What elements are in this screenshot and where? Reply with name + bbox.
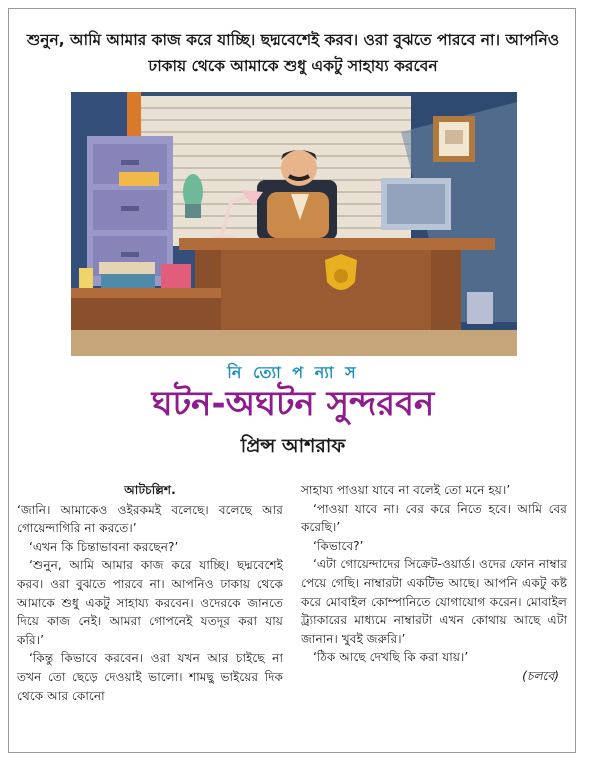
- paragraph: ‘এখন কি চিন্তাভাবনা করছেন?’: [29, 539, 179, 554]
- text-column-right: [301, 481, 567, 686]
- author-name: প্রিন্স আশরাফ: [240, 435, 346, 457]
- article-illustration: [71, 92, 517, 356]
- police-badge-icon: [325, 254, 357, 290]
- paragraph: ‘শুনুন, আমি আমার কাজ করে যাচ্ছি। ছদ্মবেশেই করব। ওরা বুঝতে পারবে না। আপনিও ঢাকায় থেকে আমাকে শুধু একটু সাহায্য করবেন। ওদেরকে জানতে দিয়ে কাজ নেই। আমরা গোপনেই যতদূর করা যায় করি।’: [17, 558, 283, 647]
- article-frame: [8, 8, 576, 753]
- paragraph: ‘জানি। আমাকেও ওইরকমই বলেছে। বলেছে আর গোয়েন্দাগিরি না করতে।’: [17, 502, 283, 536]
- paragraph: সাহায্য পাওয়া যাবে না বলেই তো মনে হয়।’: [301, 483, 511, 497]
- paragraph: ‘এটা গোয়েন্দাদের সিক্রেট-ওয়ার্ড। ওদের ফোন নাম্বার পেয়ে গেছি। নাম্বারটা একটিভ আছে। আপনি একটু কষ্ট করে মোবাইল কোম্পানিতে যোগাযোগ করেন। মোবাইল ট্র্যাকারের মাধ্যমে নাম্বারটা এখন কোথায় আছে এটা জানান। খুবই জরুরি।’: [301, 557, 567, 646]
- to-be-continued: (চলবে): [522, 668, 559, 683]
- paragraph: ‘কিন্তু কিভাবে করবেন। ওরা যখন আর চাইছে না তখন তো ছেড়ে দেওয়াই ভালো। শামছু ভাইয়ের দিক থেকে আর কোনো: [17, 651, 283, 703]
- paragraph: ‘পাওয়া যাবে না। বের করে নিতে হবে। আমি বের করেছি।’: [301, 501, 567, 535]
- chapter-number: আটচল্লিশ.: [124, 483, 176, 497]
- paragraph: ‘কিভাবে?’: [313, 538, 364, 553]
- framed-certificate-icon: [433, 116, 475, 162]
- paragraph: ‘ঠিক আছে দেখছি কি করা যায়।’: [313, 650, 469, 665]
- series-label: নি ত্যো প ন্যা স: [227, 363, 359, 382]
- teaser-quote: শুনুন, আমি আমার কাজ করে যাচ্ছি। ছদ্মবেশেই করব। ওরা বুঝতে পারবে না। আপনিও ঢাকায় থেকে আমাকে শুধু একটু সাহায্য করবেন: [26, 31, 560, 75]
- text-column-left: [17, 481, 283, 705]
- story-title: ঘটন-অঘটন সুন্দরবন: [151, 384, 435, 424]
